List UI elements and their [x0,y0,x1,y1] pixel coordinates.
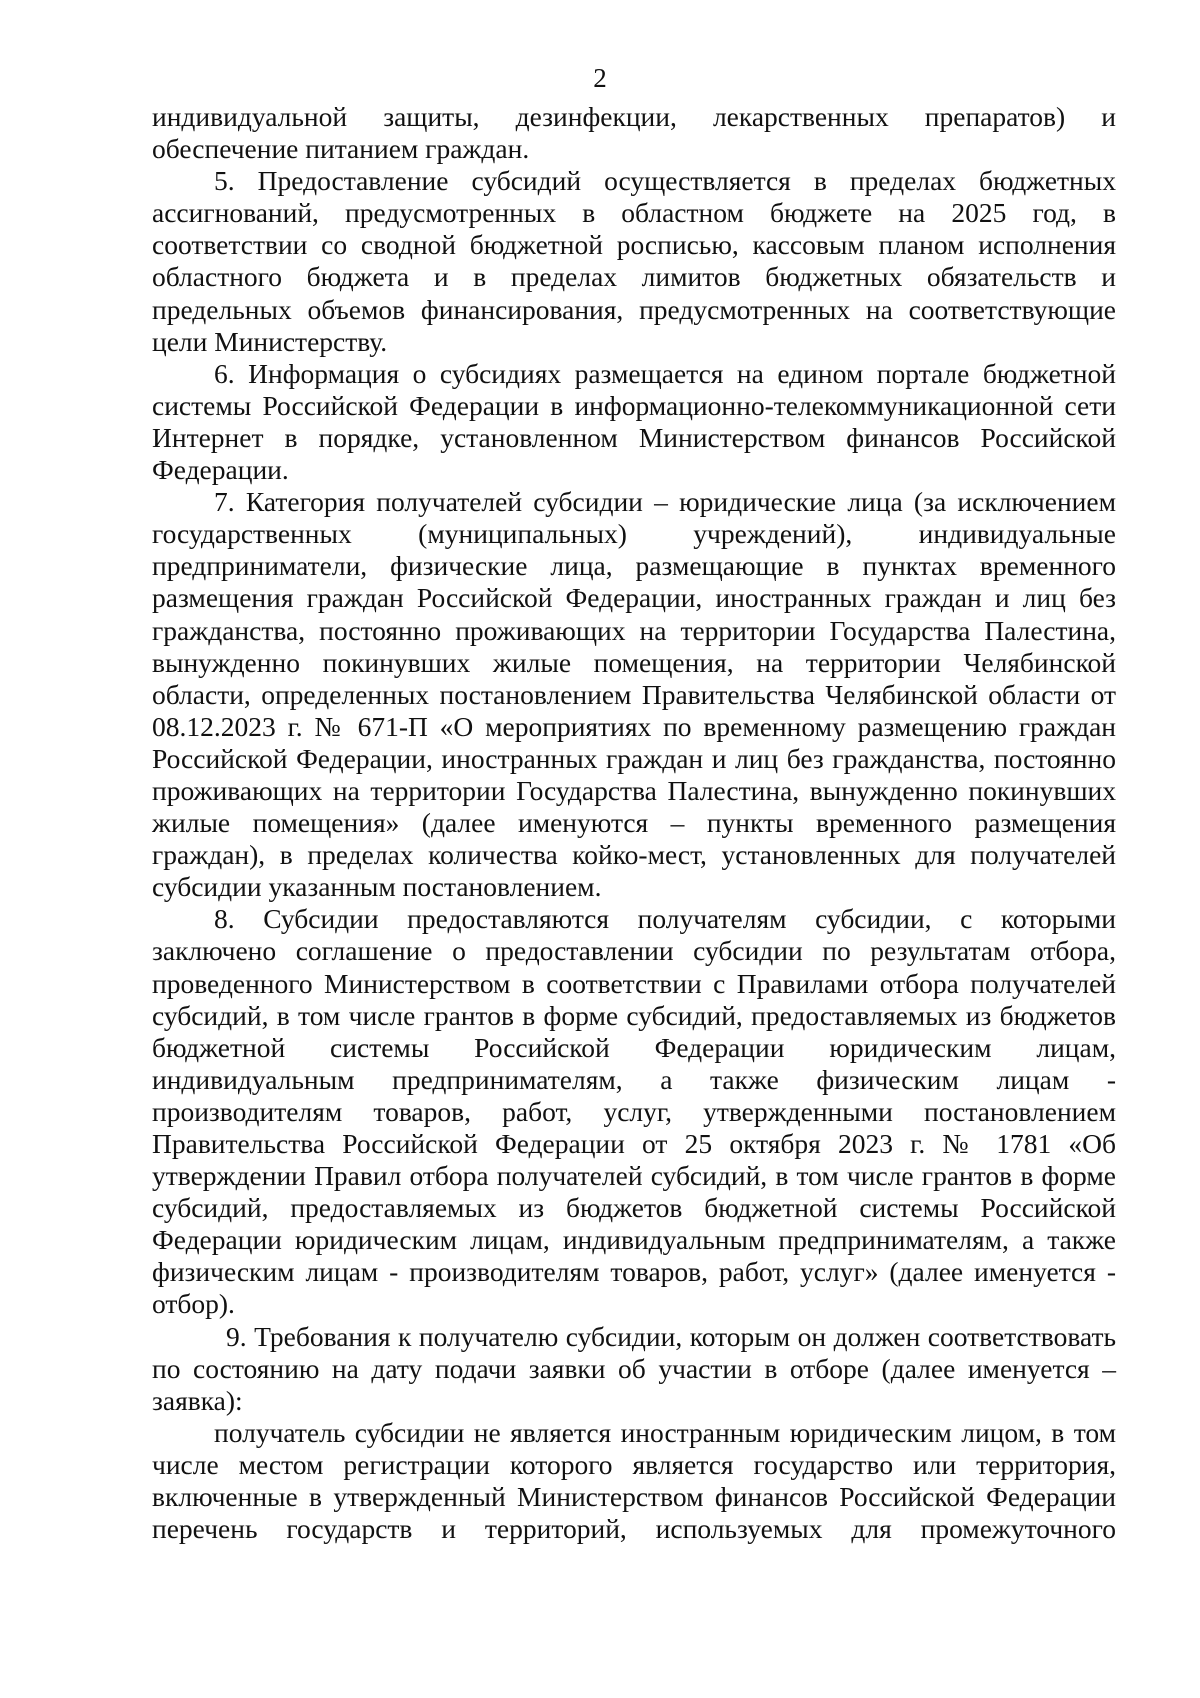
paragraph-continuation: индивидуальной защиты, дезинфекции, лекарственных препаратов) и обеспечение питанием граждан. [152,101,1116,165]
paragraph-7: 7. Категория получателей субсидии – юридические лица (за исключением государственных (муниципальных) учреждений), индивидуальные предприниматели, физические лица, размещающие в пунктах временного размещения граждан Российской Федерации, иностранных граждан и лиц без гражданства, постоянно проживающих на территории Государства Палестина, вынужденно покинувших жилые помещения, на территории Челябинской области, определенных постановлением Правительства Челябинской области от 08.12.2023 г. № 671-П «О мероприятиях по временному размещению граждан Российской Федерации, иностранных граждан и лиц без гражданства, постоянно проживающих на территории Государства Палестина, вынужденно покинувших жилые помещения» (далее именуются – пункты временного размещения граждан), в пределах количества койко-мест, установленных для получателей субсидии указанным постановлением. [152,486,1116,903]
page-number: 2 [593,63,607,93]
paragraph-5: 5. Предоставление субсидий осуществляется в пределах бюджетных ассигнований, предусмотренных в областном бюджете на 2025 год, в соответствии со сводной бюджетной росписью, кассовым планом исполнения областного бюджета и в пределах лимитов бюджетных обязательств и предельных объемов финансирования, предусмотренных на соответствующие цели Министерству. [152,165,1116,357]
document-body [152,101,1116,1545]
paragraph-6: 6. Информация о субсидиях размещается на едином портале бюджетной системы Российской Федерации в информационно-телекоммуникационной сети Интернет в порядке, установленном Министерством финансов Российской Федерации. [152,357,1116,486]
paragraph-9: 9. Требования к получателю субсидии, которым он должен соответствовать по состоянию на дату подачи заявки об участии в отборе (далее именуется – заявка): [152,1320,1116,1416]
paragraph-8: 8. Субсидии предоставляются получателям субсидии, с которыми заключено соглашение о предоставлении субсидии по результатам отбора, проведенного Министерством в соответствии с Правилами отбора получателей субсидий, в том числе грантов в форме субсидий, предоставляемых из бюджетов бюджетной системы Российской Федерации юридическим лицам, индивидуальным предпринимателям, а также физическим лицам - производителям товаров, работ, услуг, утвержденными постановлением Правительства Российской Федерации от 25 октября 2023 г. № 1781 «Об утверждении Правил отбора получателей субсидий, в том числе грантов в форме субсидий, предоставляемых из бюджетов бюджетной системы Российской Федерации юридическим лицам, индивидуальным предпринимателям, а также физическим лицам - производителям товаров, работ, услуг» (далее именуется - отбор). [152,903,1116,1320]
paragraph-requirement-1: получатель субсидии не является иностранным юридическим лицом, в том числе местом регистрации которого является государство или территория, включенные в утвержденный Министерством финансов Российской Федерации перечень государств и территорий, используемых для промежуточного [152,1416,1116,1545]
